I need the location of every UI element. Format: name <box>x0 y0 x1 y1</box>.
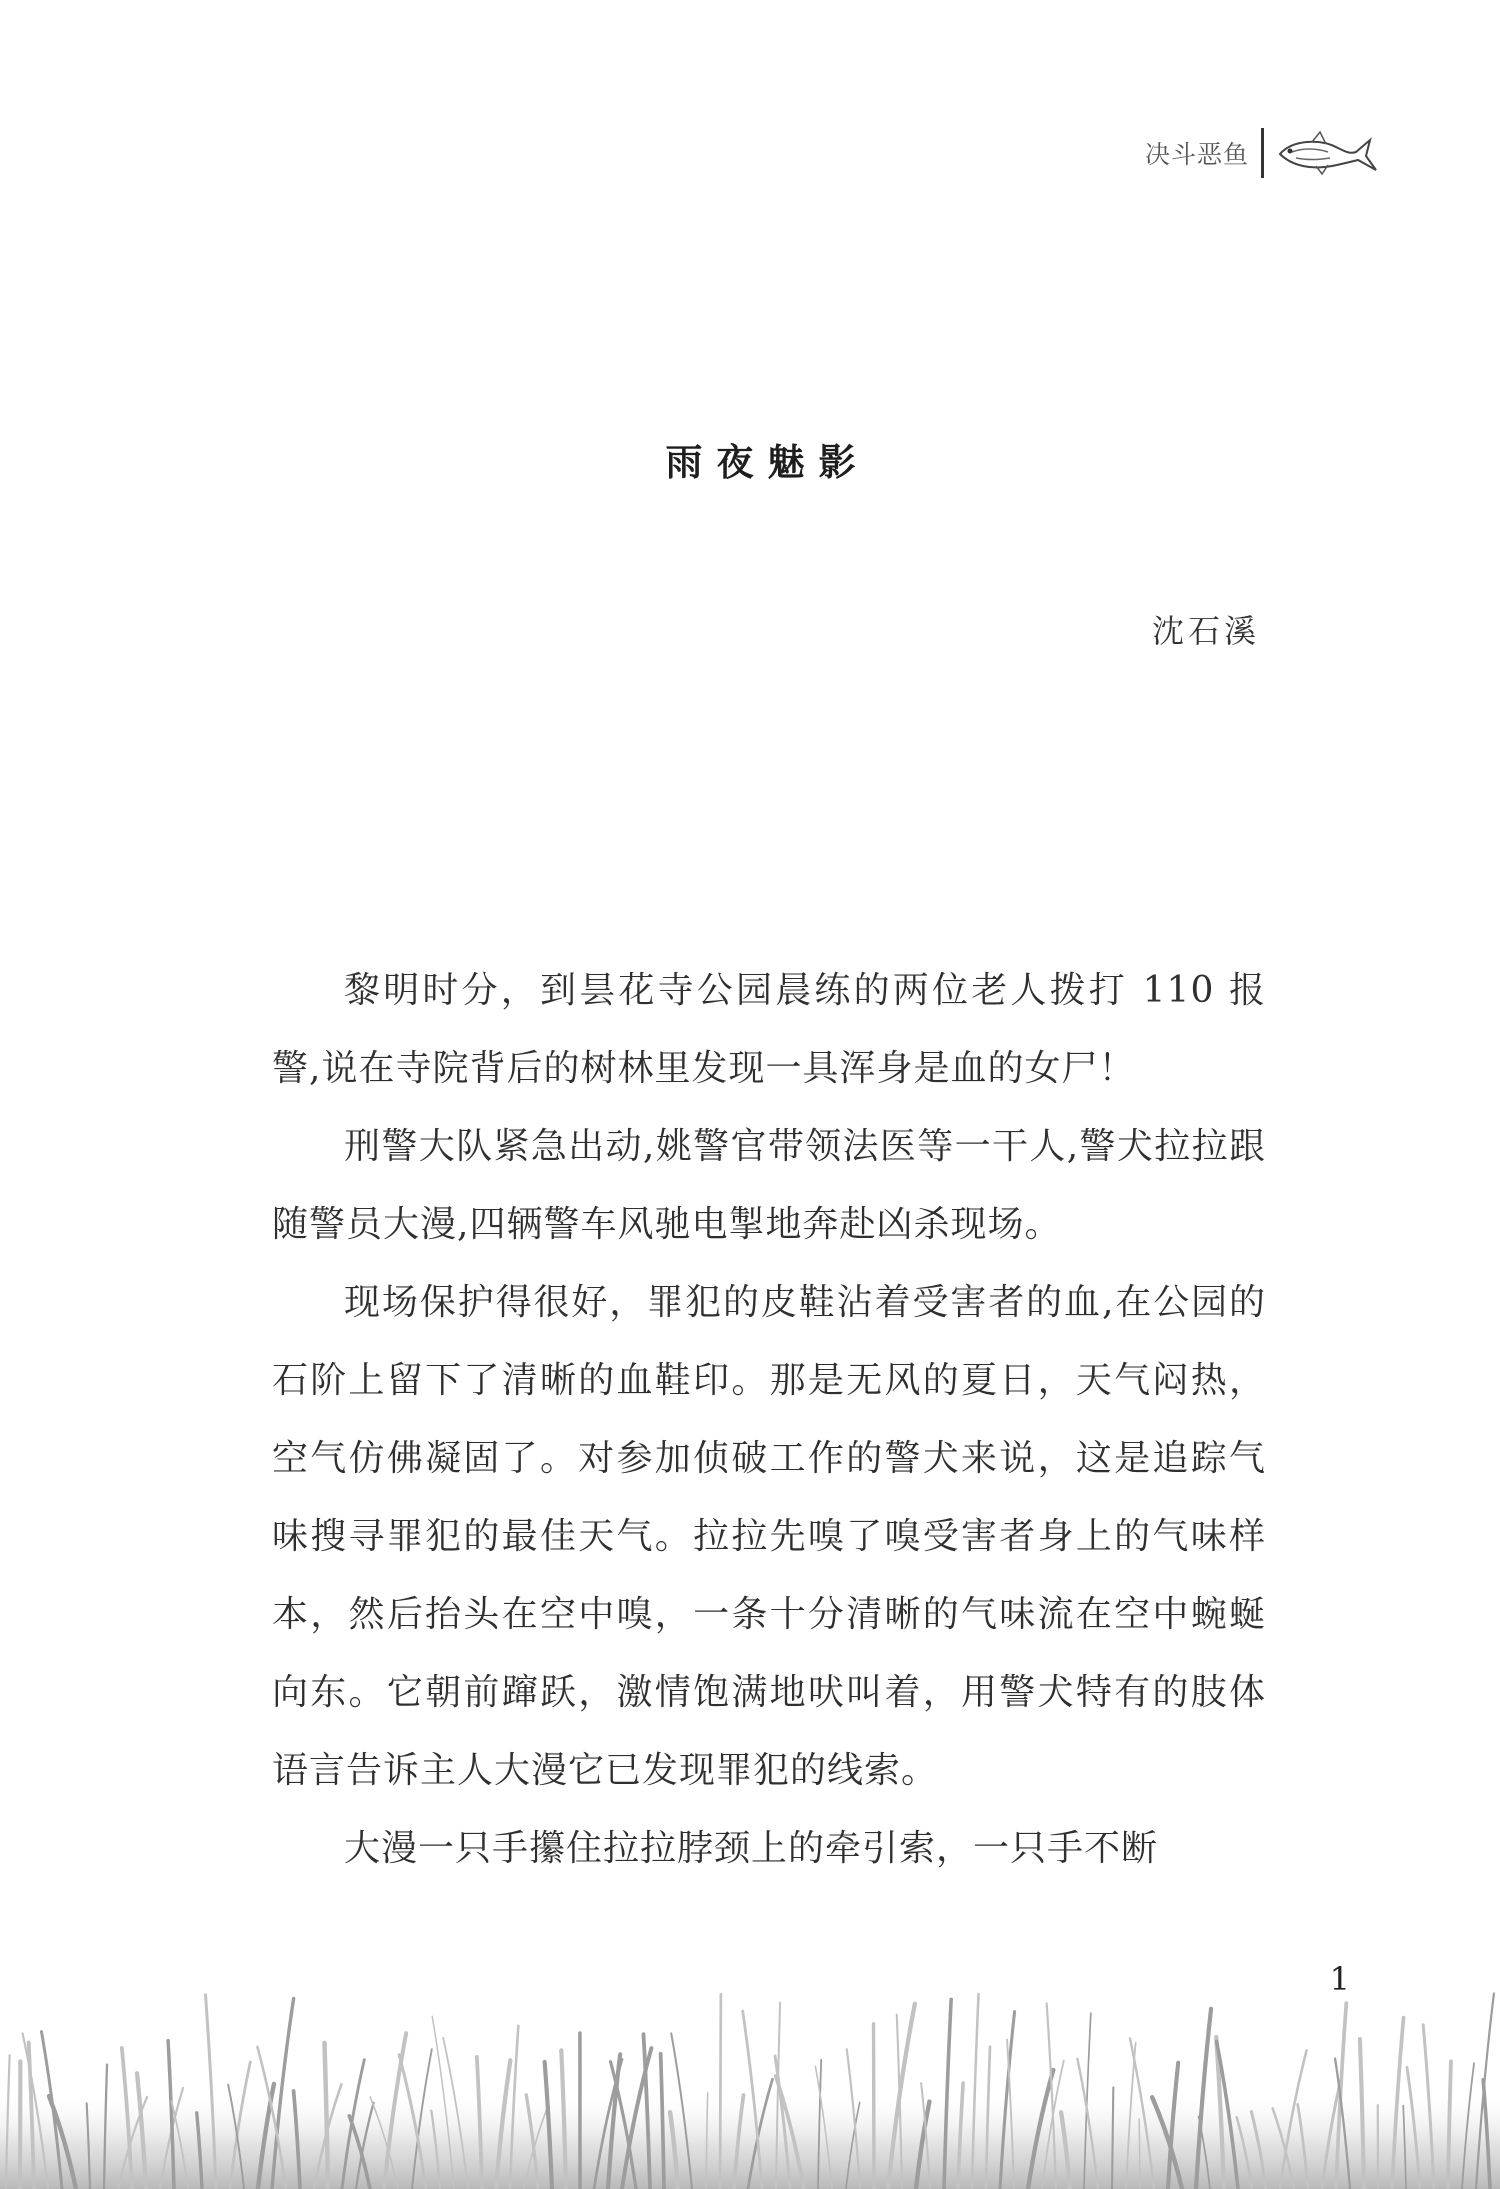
paragraph: 黎明时分，到昙花寺公园晨练的两位老人拨打 110 报警,说在寺院背后的树林里发现一具浑身是血的女尸！ <box>272 970 1266 1089</box>
header-divider <box>1261 128 1264 178</box>
fish-icon <box>1272 128 1382 178</box>
author-name: 沈石溪 <box>1151 612 1260 650</box>
book-title: 决斗恶鱼 <box>1144 140 1249 169</box>
paragraph: 刑警大队紧急出动,姚警官带领法医等一干人,警犬拉拉跟随警员大漫,四辆警车风驰电掣地奔赴凶杀现场。 <box>272 1126 1266 1245</box>
page-number: 1 <box>1329 1960 1350 1998</box>
chapter-title: 雨夜魅影 <box>665 440 870 484</box>
grass-border-icon <box>0 1969 1500 2189</box>
running-head <box>1145 128 1382 178</box>
paragraph: 大漫一只手攥住拉拉脖颈上的牵引索，一只手不断 <box>344 1828 1159 1869</box>
body-text <box>272 952 1266 1888</box>
paragraph: 现场保护得很好，罪犯的皮鞋沾着受害者的血,在公园的石阶上留下了清晰的血鞋印。那是无风的夏日，天气闷热，空气仿佛凝固了。对参加侦破工作的警犬来说，这是追踪气味搜寻罪犯的最佳天气。拉拉先嗅了嗅受害者身上的气味样本，然后抬头在空中嗅，一条十分清晰的气味流在空中蜿蜒向东。它朝前蹿跃，激情饱满地吠叫着，用警犬特有的肢体语言告诉主人大漫它已发现罪犯的线索。 <box>272 1282 1266 1791</box>
